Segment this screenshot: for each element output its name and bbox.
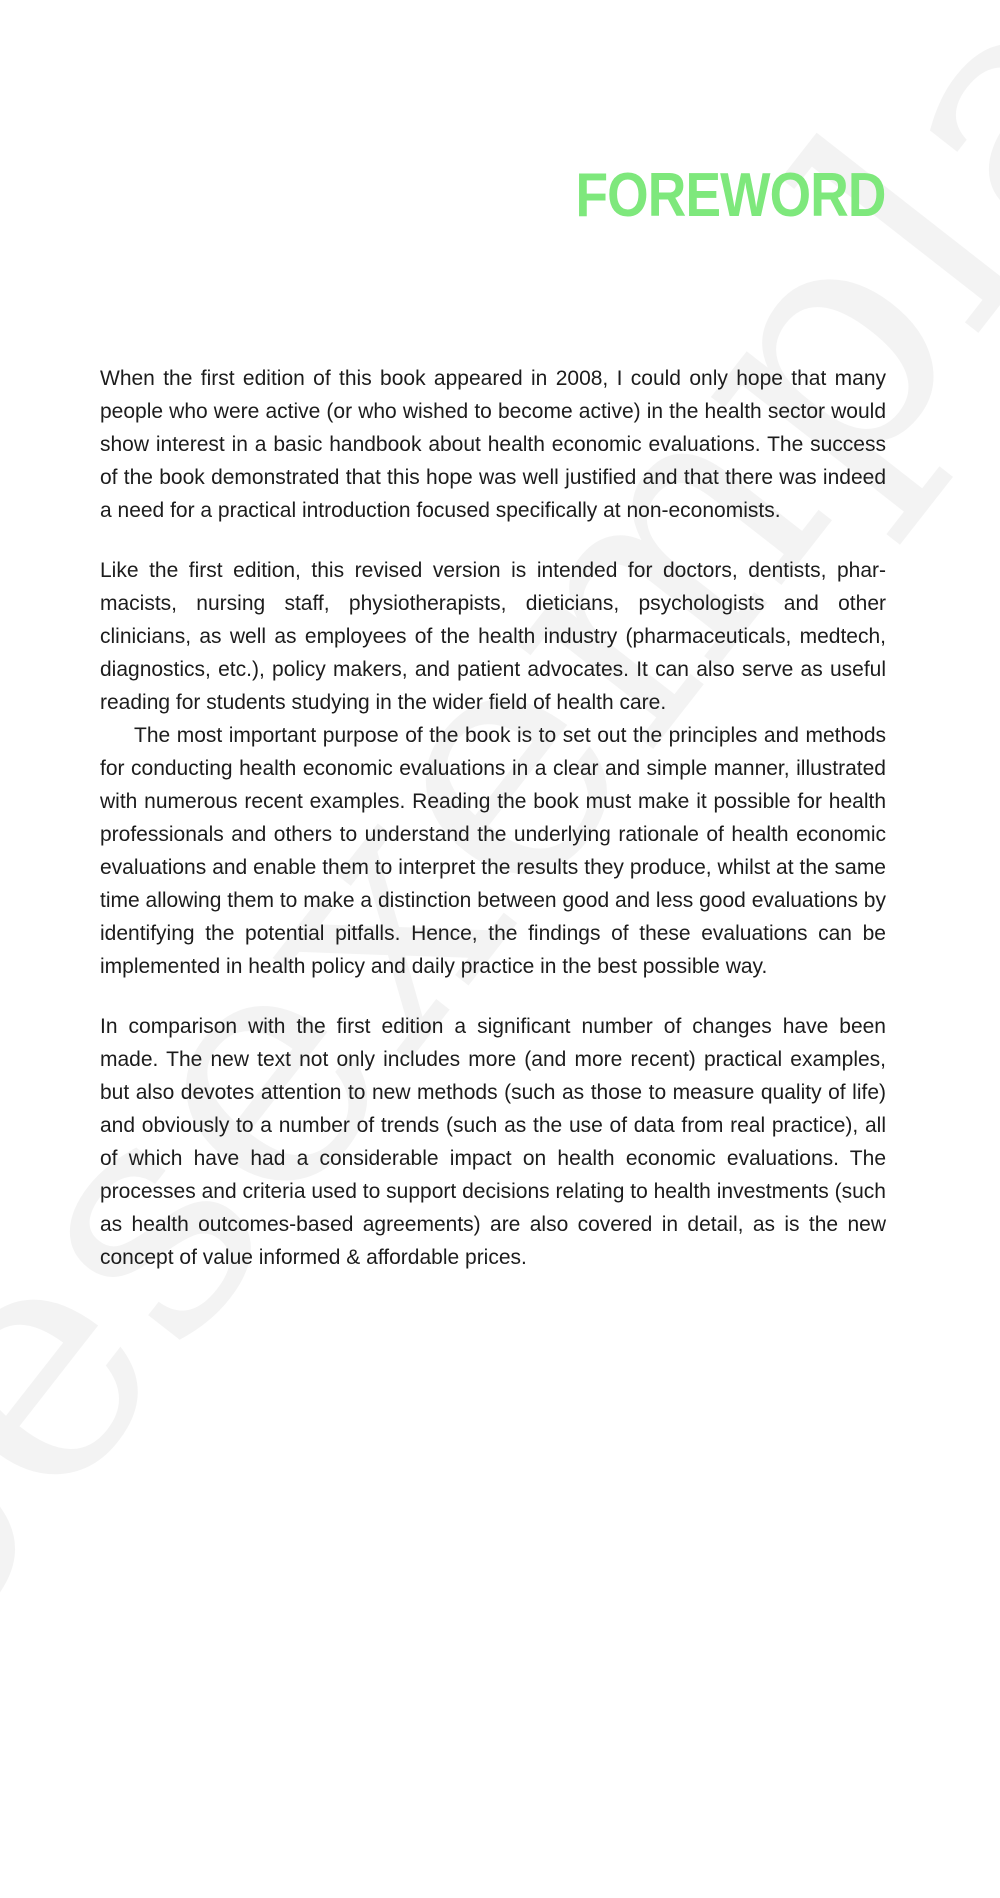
foreword-body bbox=[100, 362, 886, 1274]
paragraph-2: Like the first edition, this revised version is intended for doctors, dentists, pharmacists, nursing staff, physiotherapists, dieticians, psychologists and other clinicians, as well as employees of the health industry (pharmaceuticals, medtech, diagnostics, etc.), policy makers, and patient advocates. It can also serve as useful reading for students studying in the wider field of health care. bbox=[100, 559, 886, 714]
paragraph-3: The most important purpose of the book is to set out the principles and methods for conducting health economic evaluations in a clear and simple manner, illustrated with numerous recent examples. Reading the book must make it possible for health professionals and others to understand the underlying rationale of health economic evaluations and enable them to interpret the results they produce, whilst at the same time allowing them to make a distinction between good and less good evaluations by identifying the potential pitfalls. Hence, the findings of these evaluations can be implemented in health policy and daily practice in the best possible way. bbox=[100, 724, 886, 978]
paragraph-4: In comparison with the first edition a significant number of changes have been made. The new text not only includes more (and more recent) practical examples, but also devotes attention to new methods (such as those to measure quality of life) and obviously to a number of trends (such as the use of data from real practice), all of which have had a considerable impact on health economic evaluations. The processes and criteria used to support decisions relating to health investments (such as health outcomes-based agreements) are also covered in detail, as is the new concept of value informed & affordable prices. bbox=[100, 1015, 886, 1269]
page-title: FOREWORD bbox=[575, 161, 886, 230]
paragraph-1: When the first edition of this book appeared in 2008, I could only hope that many people who were active (or who wished to become active) in the health sector would show interest in a basic handbook about health economic evaluations. The success of the book demonstrated that this hope was well justified and that there was indeed a need for a practical introduction focused specifically at non-economists. bbox=[100, 367, 886, 522]
